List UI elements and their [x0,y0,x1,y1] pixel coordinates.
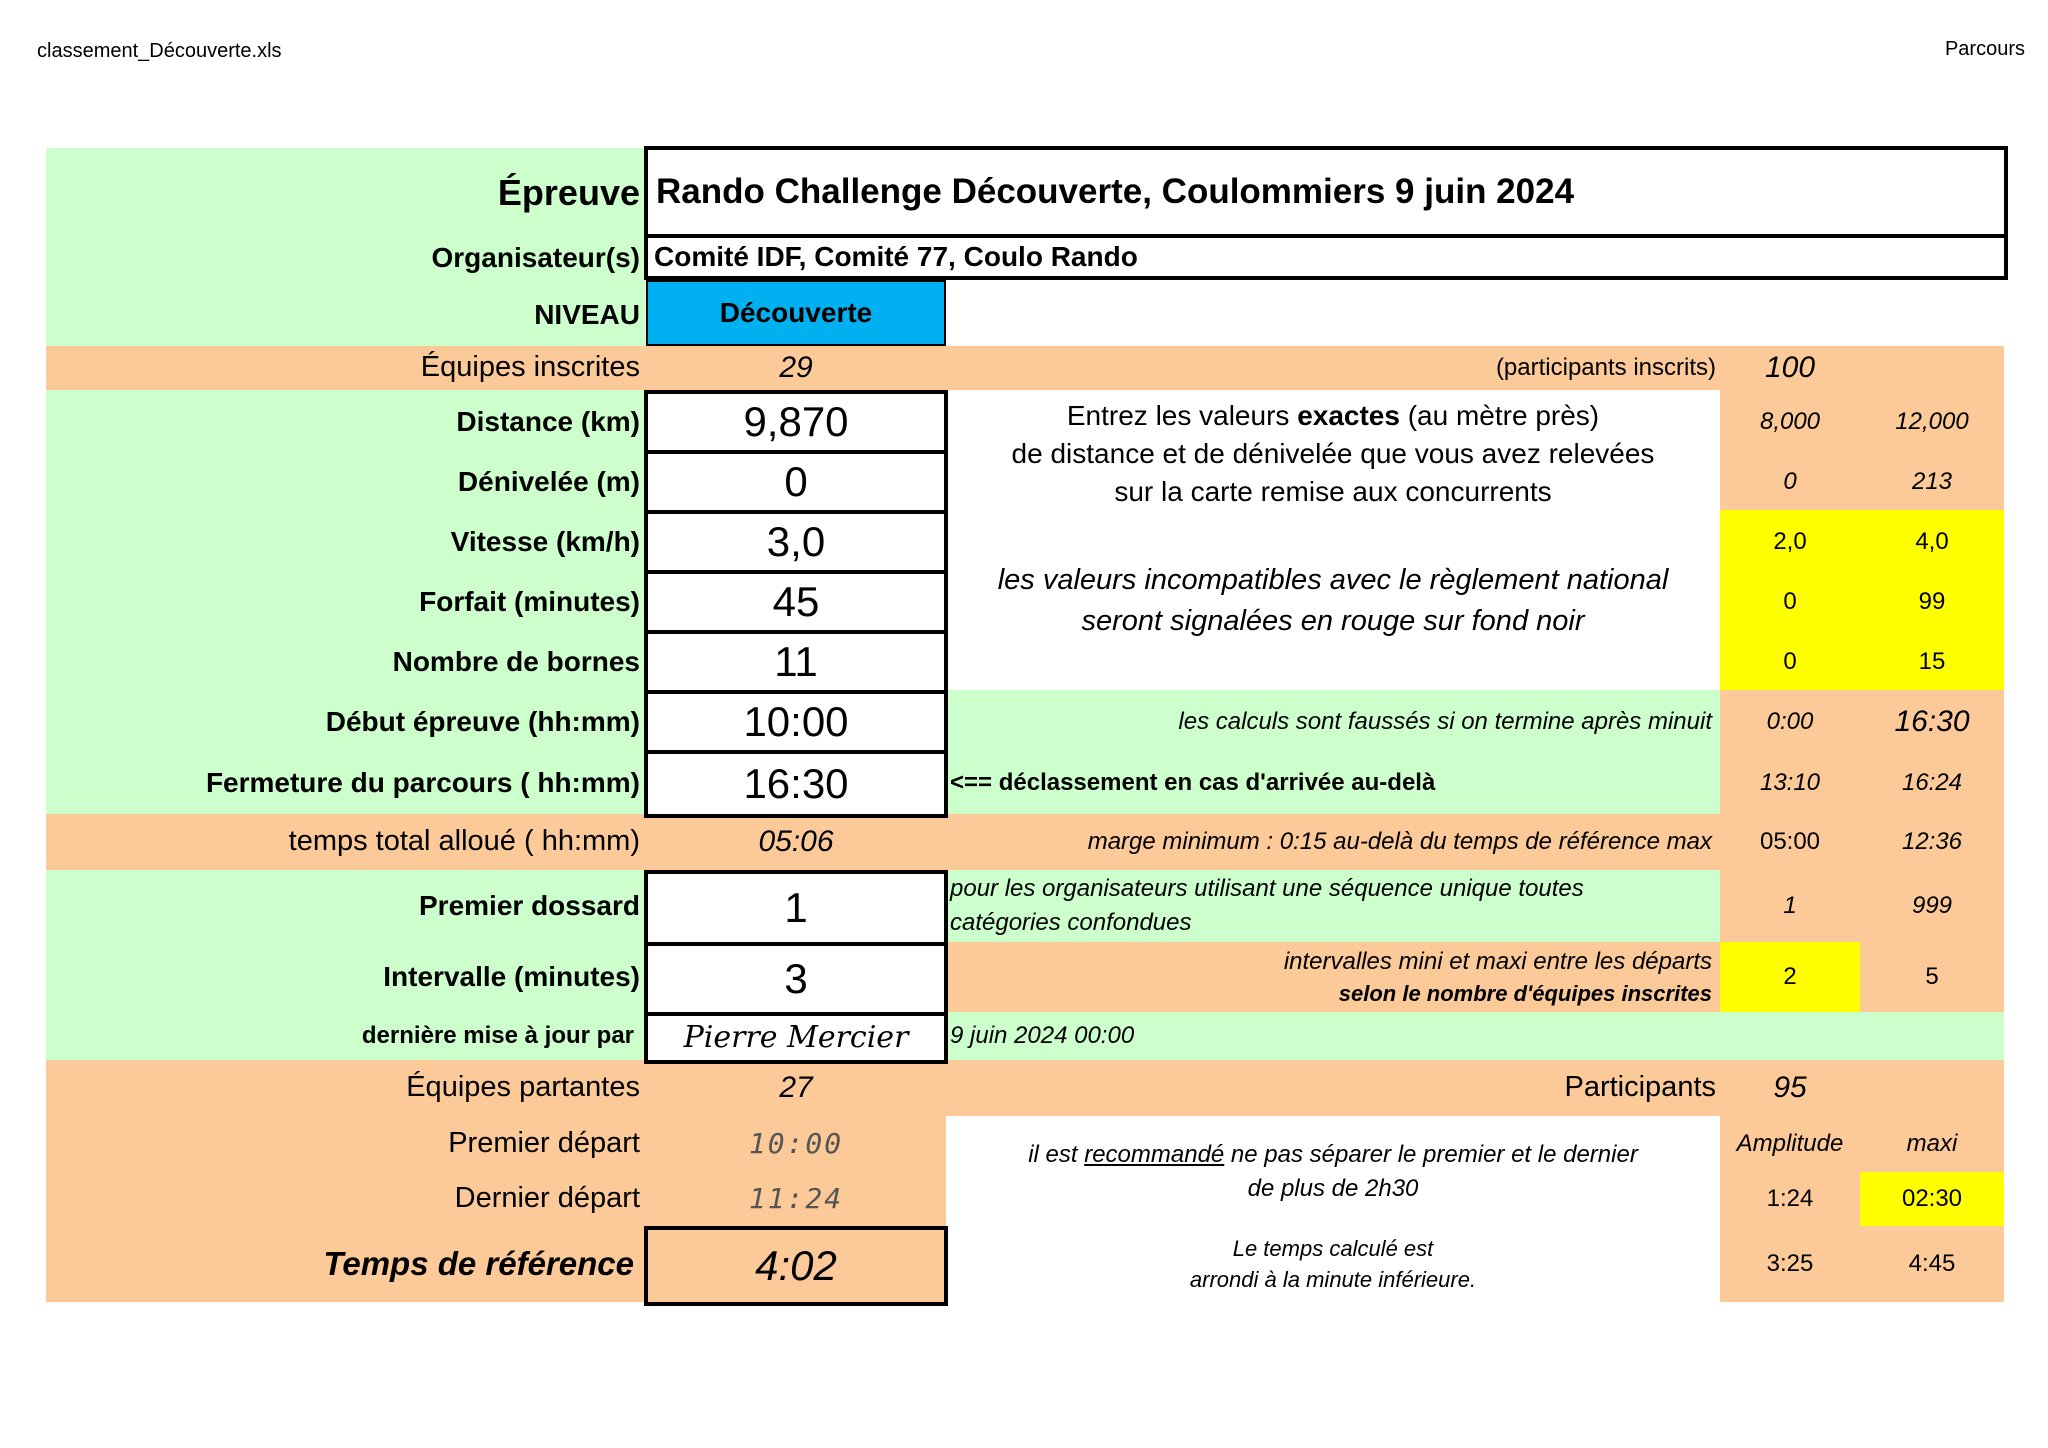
last-start-label: Dernier départ [454,1182,640,1215]
markers-min: 0 [1783,648,1797,676]
registered-teams-value: 29 [779,350,813,384]
markers-input[interactable]: 11 [644,630,948,694]
speed-max: 4,0 [1915,528,1949,556]
start-time-max: 16:30 [1894,704,1970,738]
elevation-input[interactable]: 0 [644,450,948,514]
interval-min: 2 [1783,963,1797,991]
total-time-label: temps total alloué ( hh:mm) [288,825,640,858]
first-start-label: Premier départ [448,1127,640,1160]
event-label: Épreuve [497,172,640,214]
flat-rate-input[interactable]: 45 [644,570,948,634]
interval-note: intervalles mini et maxi entre les départs selon le nombre d'équipes inscrites [1283,947,1712,1007]
last-update-date: 9 juin 2024 00:00 [950,1022,1135,1050]
bib-min: 1 [1783,892,1797,920]
distance-max: 12,000 [1895,408,1969,436]
closing-time-input[interactable]: 16:30 [644,750,948,818]
interval-input[interactable]: 3 [644,942,948,1016]
starting-teams-value: 27 [779,1070,813,1104]
organizer-value[interactable]: Comité IDF, Comité 77, Coulo Rando [644,234,2008,280]
total-time-value: 05:06 [758,824,834,858]
level-label: NIVEAU [534,298,640,330]
markers-label: Nombre de bornes [392,645,640,677]
closing-time-min: 13:10 [1759,769,1821,797]
sheet-name: Parcours [1944,38,2025,60]
start-time-input[interactable]: 10:00 [644,690,948,754]
elevation-max: 213 [1911,468,1953,496]
elevation-label: Dénivelée (m) [457,465,640,497]
reference-min: 3:25 [1766,1250,1814,1278]
recommend-note: il est recommandé ne pas séparer le premier et le dernier de plus de 2h30 [1028,1141,1638,1202]
first-bib-input[interactable]: 1 [644,870,948,946]
closing-time-label: Fermeture du parcours ( hh:mm) [205,766,640,798]
bib-max: 999 [1911,892,1953,920]
interval-max: 5 [1925,963,1939,991]
flat-rate-min: 0 [1783,588,1797,616]
last-start-value: 11:24 [748,1181,844,1215]
speed-min: 2,0 [1773,528,1807,556]
midnight-note: les calculs sont faussés si on termine après minuit [1178,708,1712,736]
start-time-min: 0:00 [1766,708,1814,736]
last-update-label: dernière mise à jour par [361,1022,634,1050]
interval-label: Intervalle (minutes) [383,960,640,992]
declassement-note: <== déclassement en cas d'arrivée au-delà [950,769,1436,797]
maxi-value: 02:30 [1901,1185,1963,1213]
flat-rate-label: Forfait (minutes) [419,585,640,617]
reference-time-value: 4:02 [644,1226,948,1306]
event-name-value[interactable]: Rando Challenge Découverte, Coulommiers 9 juin 2024 [644,146,2008,238]
amplitude-label: Amplitude [1736,1130,1844,1158]
speed-input[interactable]: 3,0 [644,510,948,574]
bib-note: pour les organisateurs utilisant une séquence unique toutes catégories confondues [950,875,1584,936]
organizer-label: Organisateur(s) [431,241,640,273]
distance-label: Distance (km) [456,405,640,437]
starting-teams-label: Équipes partantes [406,1071,640,1104]
start-time-label: Début épreuve (hh:mm) [325,705,640,737]
total-time-min: 05:00 [1759,828,1821,856]
incompatible-values-note: les valeurs incompatibles avec le règlement national seront signalées en rouge sur fond noir [997,563,1669,637]
distance-input[interactable]: 9,870 [644,390,948,454]
enter-values-note: Entrez les valeurs exactes (au mètre près) de distance et de dénivelée que vous avez relevées sur la carte remise aux concurrents [1011,399,1655,508]
total-time-max: 12:36 [1901,828,1963,856]
elevation-min: 0 [1783,468,1797,496]
participants-registered-label: (participants inscrits) [1495,354,1716,382]
reference-max: 4:45 [1908,1250,1956,1278]
level-value[interactable]: Découverte [646,280,946,346]
first-bib-label: Premier dossard [419,889,640,921]
flat-rate-max: 99 [1918,588,1946,616]
speed-label: Vitesse (km/h) [450,525,640,557]
amplitude-value: 1:24 [1766,1185,1814,1213]
first-start-value: 10:00 [748,1126,844,1160]
file-name: classement_Découverte.xls [37,40,282,62]
last-update-by-input[interactable]: Pierre Mercier [644,1012,948,1064]
distance-min: 8,000 [1759,408,1821,436]
participants-registered-value: 100 [1764,350,1816,384]
participants-value: 95 [1773,1070,1807,1104]
reference-time-label: Temps de référence [323,1245,634,1283]
participants-label: Participants [1564,1071,1716,1104]
markers-max: 15 [1918,648,1946,676]
rounded-note: Le temps calculé est arrondi à la minute inférieure. [1189,1235,1477,1292]
registered-teams-label: Équipes inscrites [420,351,640,384]
closing-time-max: 16:24 [1901,769,1963,797]
margin-note: marge minimum : 0:15 au-delà du temps de référence max [1087,828,1712,856]
maxi-label: maxi [1906,1130,1958,1158]
